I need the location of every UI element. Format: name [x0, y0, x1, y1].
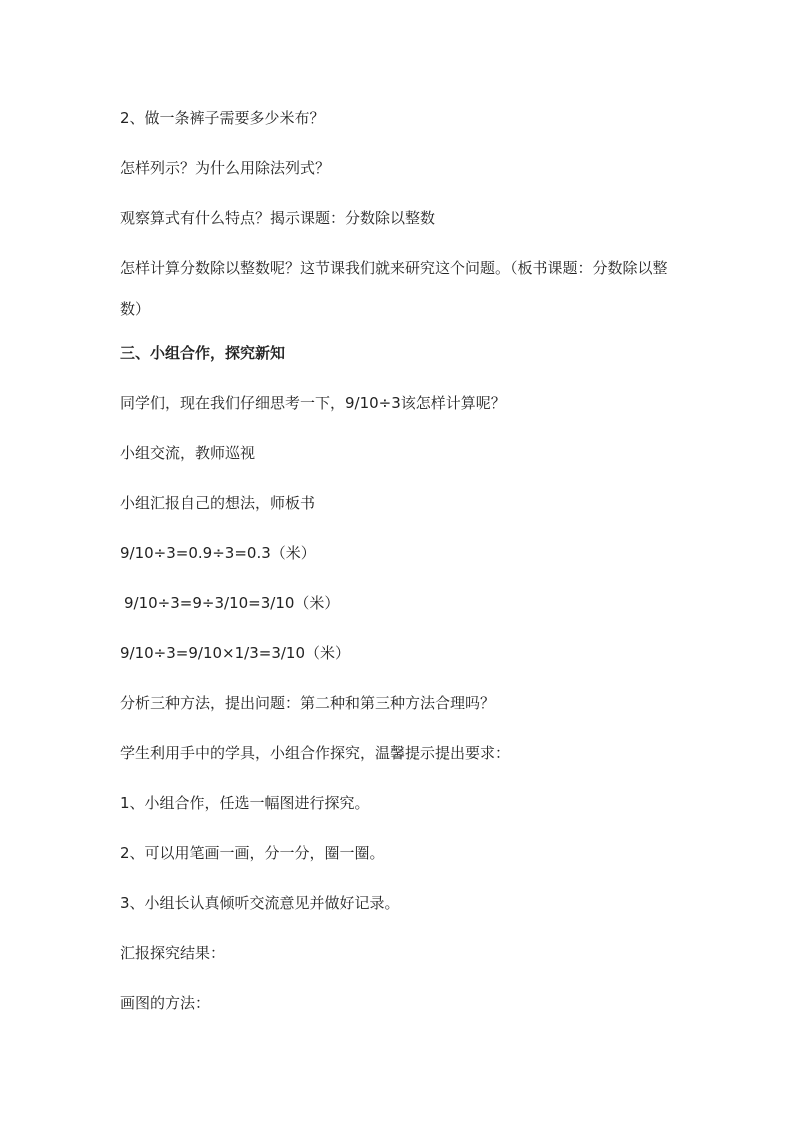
equation-method-1: 9/10÷3=0.9÷3=0.3（米） — [120, 544, 316, 562]
paragraph-reveal-topic: 观察算式有什么特点？揭示课题：分数除以整数 — [120, 209, 436, 227]
paragraph-analyze-methods: 分析三种方法，提出问题：第二种和第三种方法合理吗？ — [120, 694, 496, 712]
requirement-3: 3、小组长认真倾听交流意见并做好记录。 — [120, 894, 400, 912]
paragraph-group-exchange: 小组交流，教师巡视 — [120, 444, 256, 462]
equation-method-3: 9/10÷3=9/10×1/3=3/10（米） — [120, 644, 351, 662]
section-heading-3: 三、小组合作，探究新知 — [120, 344, 286, 362]
requirement-1: 1、小组合作，任选一幅图进行探究。 — [120, 794, 370, 812]
paragraph-group-report: 小组汇报自己的想法，师板书 — [120, 494, 316, 512]
paragraph-report-results: 汇报探究结果： — [120, 944, 226, 962]
paragraph-how-to-write: 怎样列示？为什么用除法列式？ — [120, 159, 331, 177]
paragraph-student-tools: 学生利用手中的学具，小组合作探究，温馨提示提出要求： — [120, 744, 511, 762]
paragraph-think: 同学们，现在我们仔细思考一下，9/10÷3该怎样计算呢？ — [120, 394, 506, 412]
equation-method-2: 9/10÷3=9÷3/10=3/10（米） — [124, 594, 340, 612]
document-body — [120, 104, 680, 1039]
paragraph-how-to-calculate: 怎样计算分数除以整数呢？这节课我们就来研究这个问题。（板书课题：分数除以整数） — [120, 259, 668, 318]
paragraph-question-2: 2、做一条裤子需要多少米布？ — [120, 109, 325, 127]
requirement-2: 2、可以用笔画一画，分一分，圈一圈。 — [120, 844, 385, 862]
paragraph-drawing-method: 画图的方法： — [120, 994, 211, 1012]
